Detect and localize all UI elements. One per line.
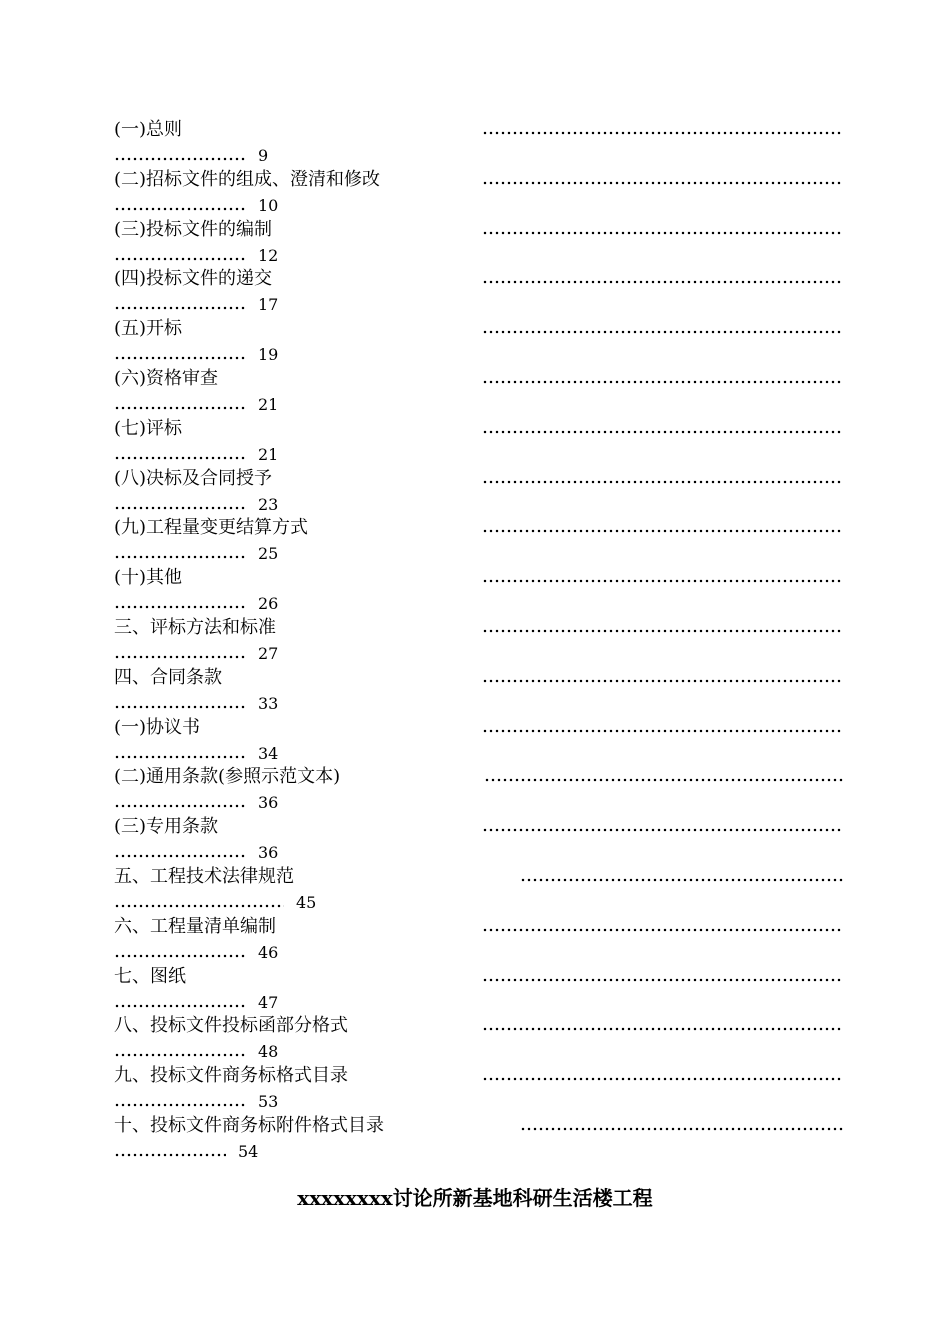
toc-entry-20[interactable] bbox=[0, 1064, 950, 1114]
toc-entry-17[interactable] bbox=[0, 915, 950, 965]
toc-entry-page-number: 10 bbox=[258, 196, 279, 215]
toc-entry-5[interactable] bbox=[0, 317, 950, 367]
dot-leader bbox=[482, 168, 843, 192]
toc-entry-15[interactable] bbox=[0, 815, 950, 865]
toc-entry-page-number: 12 bbox=[258, 246, 279, 265]
toc-entry-title: 六、工程量清单编制 bbox=[114, 916, 276, 937]
toc-entry-page-number: 36 bbox=[258, 843, 279, 862]
toc-entry-4[interactable] bbox=[0, 267, 950, 317]
toc-entry-page-number: 53 bbox=[258, 1092, 279, 1111]
toc-entry-1[interactable] bbox=[0, 118, 950, 168]
dot-leader bbox=[114, 891, 284, 915]
toc-entry-title: (九)工程量变更结算方式 bbox=[114, 517, 309, 538]
dot-leader bbox=[114, 493, 246, 517]
toc-entry-title: (七)评标 bbox=[114, 418, 183, 439]
toc-entry-12[interactable] bbox=[0, 666, 950, 716]
dot-leader bbox=[482, 1014, 843, 1038]
toc-entry-page-number: 48 bbox=[258, 1042, 279, 1061]
toc-entry-page-number: 45 bbox=[296, 893, 317, 912]
toc-entry-page-number: 21 bbox=[258, 395, 279, 414]
dot-leader bbox=[482, 815, 843, 839]
dot-leader bbox=[114, 542, 246, 566]
dot-leader bbox=[520, 865, 843, 889]
dot-leader bbox=[114, 1140, 226, 1164]
dot-leader bbox=[114, 293, 246, 317]
toc-entry-3[interactable] bbox=[0, 218, 950, 268]
toc-entry-9[interactable] bbox=[0, 516, 950, 566]
toc-entry-title: 五、工程技术法律规范 bbox=[114, 866, 294, 887]
toc-entry-page-number: 26 bbox=[258, 594, 279, 613]
dot-leader bbox=[114, 742, 246, 766]
dot-leader bbox=[482, 317, 843, 341]
toc-entry-title: (六)资格审查 bbox=[114, 368, 219, 389]
dot-leader bbox=[482, 965, 843, 989]
dot-leader bbox=[114, 692, 246, 716]
toc-entry-14[interactable] bbox=[0, 765, 950, 815]
project-title: xxxxxxxx讨论所新基地科研生活楼工程 bbox=[297, 1186, 653, 1210]
toc-entry-page-number: 19 bbox=[258, 345, 279, 364]
dot-leader bbox=[114, 443, 246, 467]
dot-leader bbox=[520, 1114, 843, 1138]
toc-entry-13[interactable] bbox=[0, 716, 950, 766]
dot-leader bbox=[482, 467, 843, 491]
dot-leader bbox=[482, 267, 843, 291]
toc-entry-title: (四)投标文件的递交 bbox=[114, 268, 273, 289]
toc-entry-title: 十、投标文件商务标附件格式目录 bbox=[114, 1115, 384, 1136]
toc-entry-title: 九、投标文件商务标格式目录 bbox=[114, 1065, 348, 1086]
toc-entry-title: 八、投标文件投标函部分格式 bbox=[114, 1015, 348, 1036]
dot-leader bbox=[114, 343, 246, 367]
toc-entry-page-number: 47 bbox=[258, 993, 279, 1012]
toc-entry-title: (三)专用条款 bbox=[114, 816, 219, 837]
dot-leader bbox=[482, 1064, 843, 1088]
toc-entry-title: (一)总则 bbox=[114, 119, 183, 140]
toc-entry-page-number: 25 bbox=[258, 544, 279, 563]
toc-entry-title: (八)决标及合同授予 bbox=[114, 468, 273, 489]
toc-entry-title: (五)开标 bbox=[114, 318, 183, 339]
toc-entry-2[interactable] bbox=[0, 168, 950, 218]
toc-entry-19[interactable] bbox=[0, 1014, 950, 1064]
dot-leader bbox=[114, 144, 246, 168]
dot-leader bbox=[114, 791, 246, 815]
dot-leader bbox=[482, 367, 843, 391]
toc-entry-title: (十)其他 bbox=[114, 567, 183, 588]
toc-entry-title: (一)协议书 bbox=[114, 717, 201, 738]
toc-entry-16[interactable] bbox=[0, 865, 950, 915]
toc-entry-7[interactable] bbox=[0, 417, 950, 467]
dot-leader bbox=[482, 666, 843, 690]
toc-entry-page-number: 36 bbox=[258, 793, 279, 812]
toc-entry-title: (二)招标文件的组成、澄清和修改 bbox=[114, 169, 381, 190]
toc-entry-11[interactable] bbox=[0, 616, 950, 666]
dot-leader bbox=[114, 244, 246, 268]
toc-entry-title: 四、合同条款 bbox=[114, 667, 222, 688]
dot-leader bbox=[482, 566, 843, 590]
toc-entry-page-number: 33 bbox=[258, 694, 279, 713]
toc-entry-page-number: 54 bbox=[238, 1142, 259, 1161]
dot-leader bbox=[114, 592, 246, 616]
toc-entry-page-number: 23 bbox=[258, 495, 279, 514]
toc-entry-page-number: 9 bbox=[258, 146, 269, 165]
toc-entry-page-number: 21 bbox=[258, 445, 279, 464]
toc-entry-6[interactable] bbox=[0, 367, 950, 417]
toc-entry-page-number: 17 bbox=[258, 295, 279, 314]
dot-leader bbox=[114, 1090, 246, 1114]
dot-leader bbox=[114, 194, 246, 218]
dot-leader bbox=[114, 941, 246, 965]
dot-leader bbox=[482, 716, 843, 740]
toc-entry-18[interactable] bbox=[0, 965, 950, 1015]
dot-leader bbox=[482, 417, 843, 441]
toc-entry-10[interactable] bbox=[0, 566, 950, 616]
dot-leader bbox=[114, 642, 246, 666]
toc-entry-21[interactable] bbox=[0, 1114, 950, 1164]
dot-leader bbox=[114, 1040, 246, 1064]
dot-leader bbox=[482, 915, 843, 939]
toc-entry-title: (三)投标文件的编制 bbox=[114, 219, 273, 240]
dot-leader bbox=[484, 765, 843, 789]
dot-leader bbox=[114, 991, 246, 1015]
dot-leader bbox=[482, 616, 843, 640]
dot-leader bbox=[482, 516, 843, 540]
dot-leader bbox=[482, 218, 843, 242]
dot-leader bbox=[114, 841, 246, 865]
toc-entry-title: 三、评标方法和标准 bbox=[114, 617, 276, 638]
dot-leader bbox=[482, 118, 843, 142]
toc-entry-page-number: 27 bbox=[258, 644, 279, 663]
toc-entry-page-number: 34 bbox=[258, 744, 279, 763]
toc-entry-title: (二)通用条款(参照示范文本) bbox=[114, 766, 341, 787]
dot-leader bbox=[114, 393, 246, 417]
toc-entry-8[interactable] bbox=[0, 467, 950, 517]
toc-entry-page-number: 46 bbox=[258, 943, 279, 962]
toc-entry-title: 七、图纸 bbox=[114, 966, 186, 987]
